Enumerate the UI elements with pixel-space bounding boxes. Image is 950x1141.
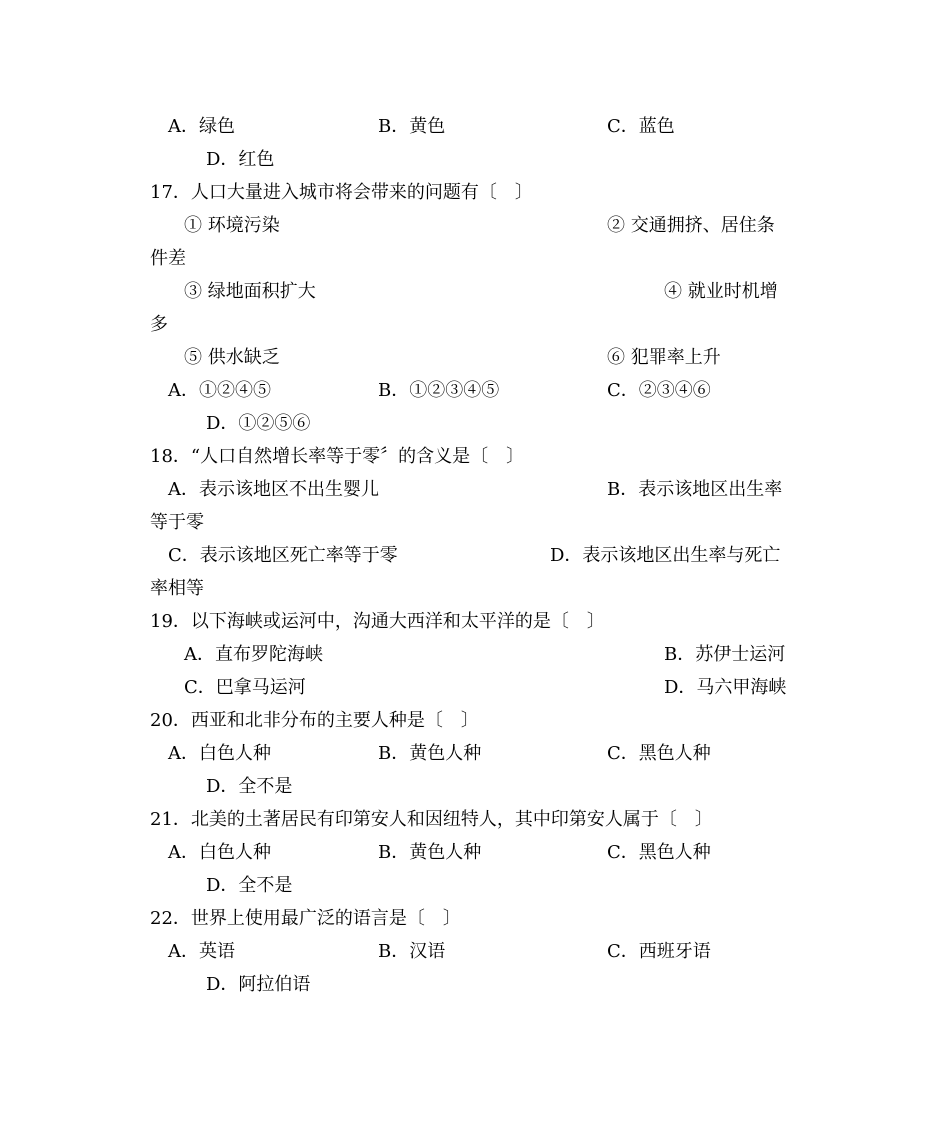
- q17-option-a: A．①②④⑤: [168, 380, 271, 401]
- q18-option-b: B．表示该地区出生率: [607, 479, 783, 500]
- q17-option-d: D．①②⑤⑥: [206, 413, 311, 434]
- q20-option-c: C．黑色人种: [607, 743, 711, 764]
- q20-stem: 20．西亚和北非分布的主要人种是〔 〕: [150, 710, 479, 731]
- q20-option-a: A．白色人种: [168, 743, 271, 764]
- q17-item-6: ⑥ 犯罪率上升: [607, 347, 721, 368]
- q16-option-b: B．黄色: [378, 116, 446, 137]
- q20-option-b: B．黄色人种: [378, 743, 482, 764]
- q17-item-4: ④ 就业时机增: [664, 281, 778, 302]
- q16-option-a: A．绿色: [168, 116, 235, 137]
- q17-item-1: ① 环境污染: [184, 215, 280, 236]
- q21-option-d: D．全不是: [206, 875, 293, 896]
- q18-option-a: A．表示该地区不出生婴儿: [168, 479, 379, 500]
- q18-option-c: C．表示该地区死亡率等于零: [168, 545, 398, 566]
- q18-option-d: D．表示该地区出生率与死亡: [550, 545, 781, 566]
- q22-option-a: A．英语: [168, 941, 235, 962]
- q22-stem: 22．世界上使用最广泛的语言是〔 〕: [150, 908, 461, 929]
- q19-stem: 19．以下海峡或运河中，沟通大西洋和太平洋的是〔 〕: [150, 611, 605, 632]
- q18-option-d-wrap: 率相等: [150, 578, 204, 599]
- q19-option-b: B．苏伊士运河: [664, 644, 786, 665]
- q22-option-d: D．阿拉伯语: [206, 974, 311, 995]
- q16-option-c: C．蓝色: [607, 116, 675, 137]
- q16-option-d: D．红色: [206, 149, 275, 170]
- q21-option-a: A．白色人种: [168, 842, 271, 863]
- q18-stem: 18．“人口自然增长率等于零〞的含义是〔 〕: [150, 446, 525, 467]
- q17-item-2-wrap: 件差: [150, 248, 186, 269]
- q19-option-d: D．马六甲海峡: [664, 677, 787, 698]
- q21-option-b: B．黄色人种: [378, 842, 482, 863]
- q20-option-d: D．全不是: [206, 776, 293, 797]
- q17-option-c: C．②③④⑥: [607, 380, 711, 401]
- q17-item-3: ③ 绿地面积扩大: [184, 281, 316, 302]
- q18-option-b-wrap: 等于零: [150, 512, 204, 533]
- q17-option-b: B．①②③④⑤: [378, 380, 500, 401]
- q17-stem: 17．人口大量进入城市将会带来的问题有〔 〕: [150, 182, 533, 203]
- q17-item-5: ⑤ 供水缺乏: [184, 347, 280, 368]
- q21-stem: 21．北美的土著居民有印第安人和因纽特人，其中印第安人属于〔 〕: [150, 809, 713, 830]
- q22-option-b: B．汉语: [378, 941, 446, 962]
- q19-option-a: A．直布罗陀海峡: [184, 644, 323, 665]
- q19-option-c: C．巴拿马运河: [184, 677, 306, 698]
- q22-option-c: C．西班牙语: [607, 941, 711, 962]
- q17-item-2: ② 交通拥挤、居住条: [607, 215, 775, 236]
- q17-item-4-wrap: 多: [150, 314, 168, 335]
- q21-option-c: C．黑色人种: [607, 842, 711, 863]
